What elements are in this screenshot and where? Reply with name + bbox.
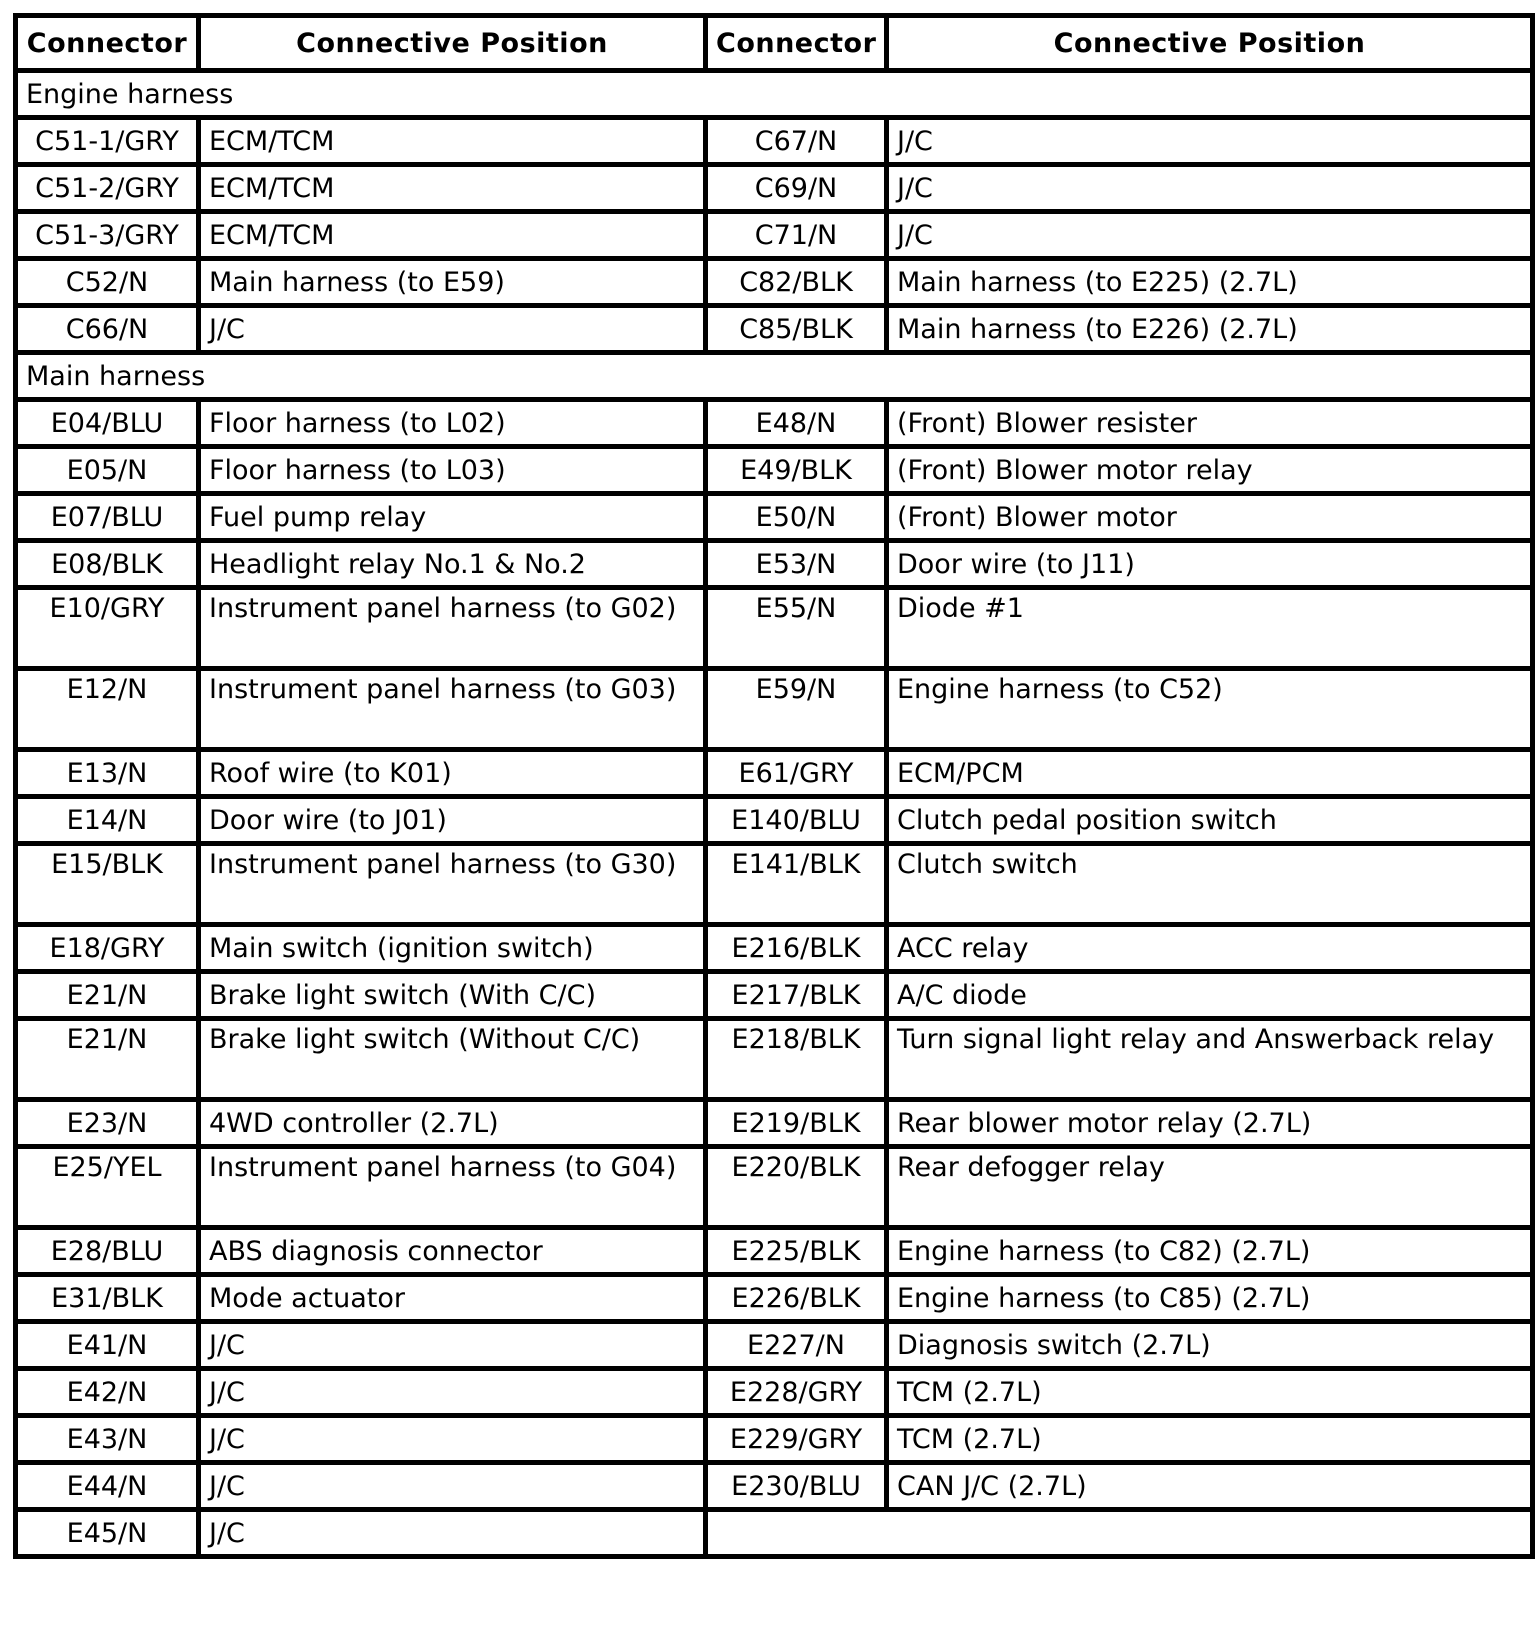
connective-position-cell: Roof wire (to K01) xyxy=(199,750,706,797)
connector-cell: E14/N xyxy=(16,797,199,844)
connective-position-cell: (Front) Blower motor xyxy=(887,494,1533,541)
connective-position-cell: Instrument panel harness (to G04) xyxy=(199,1147,706,1228)
connector-cell: C71/N xyxy=(706,212,887,259)
connector-cell: E220/BLK xyxy=(706,1147,887,1228)
connector-cell: E55/N xyxy=(706,588,887,669)
connector-cell: E21/N xyxy=(16,1019,199,1100)
connector-cell: E140/BLU xyxy=(706,797,887,844)
connective-position-cell: Floor harness (to L03) xyxy=(199,447,706,494)
connector-cell: E18/GRY xyxy=(16,925,199,972)
connector-cell: E226/BLK xyxy=(706,1275,887,1322)
connective-position-cell: Brake light switch (With C/C) xyxy=(199,972,706,1019)
connector-cell: E31/BLK xyxy=(16,1275,199,1322)
connector-cell: C51-2/GRY xyxy=(16,165,199,212)
connector-cell: E48/N xyxy=(706,400,887,447)
connective-position-cell: Rear blower motor relay (2.7L) xyxy=(887,1100,1533,1147)
connector-cell: C52/N xyxy=(16,259,199,306)
table-row xyxy=(16,1275,1533,1322)
table-row xyxy=(16,972,1533,1019)
connective-position-cell: Instrument panel harness (to G03) xyxy=(199,669,706,750)
table-row xyxy=(16,797,1533,844)
header-connective-position: Connective Position xyxy=(887,16,1533,71)
connective-position-cell: J/C xyxy=(199,1322,706,1369)
table-row xyxy=(16,1228,1533,1275)
connective-position-cell: J/C xyxy=(199,306,706,353)
connector-cell: E44/N xyxy=(16,1463,199,1510)
connector-cell: E07/BLU xyxy=(16,494,199,541)
connective-position-cell: Instrument panel harness (to G30) xyxy=(199,844,706,925)
connective-position-cell: Main harness (to E226) (2.7L) xyxy=(887,306,1533,353)
connector-cell: E230/BLU xyxy=(706,1463,887,1510)
table-row xyxy=(16,212,1533,259)
connective-position-cell: Engine harness (to C52) xyxy=(887,669,1533,750)
table-row xyxy=(16,1510,1533,1557)
connector-cell: E28/BLU xyxy=(16,1228,199,1275)
connector-cell: E21/N xyxy=(16,972,199,1019)
connector-cell: E59/N xyxy=(706,669,887,750)
section-title: Main harness xyxy=(16,353,1533,400)
table-row xyxy=(16,1100,1533,1147)
connector-cell: E50/N xyxy=(706,494,887,541)
connective-position-cell: Main harness (to E225) (2.7L) xyxy=(887,259,1533,306)
connector-cell: E216/BLK xyxy=(706,925,887,972)
section-header-row xyxy=(16,71,1533,118)
connective-position-cell: Diode #1 xyxy=(887,588,1533,669)
table-row xyxy=(16,541,1533,588)
connective-position-cell: ACC relay xyxy=(887,925,1533,972)
connective-position-cell: Main switch (ignition switch) xyxy=(199,925,706,972)
header-row xyxy=(16,16,1533,71)
header-connector: Connector xyxy=(16,16,199,71)
table-row xyxy=(16,844,1533,925)
connective-position-cell: (Front) Blower motor relay xyxy=(887,447,1533,494)
header-connector: Connector xyxy=(706,16,887,71)
table-row xyxy=(16,259,1533,306)
connective-position-cell: Door wire (to J11) xyxy=(887,541,1533,588)
connective-position-cell: A/C diode xyxy=(887,972,1533,1019)
table-row xyxy=(16,1322,1533,1369)
connective-position-cell: ECM/TCM xyxy=(199,165,706,212)
connective-position-cell: (Front) Blower resister xyxy=(887,400,1533,447)
connective-position-cell: TCM (2.7L) xyxy=(887,1416,1533,1463)
connective-position-cell: Clutch switch xyxy=(887,844,1533,925)
connector-cell: E141/BLK xyxy=(706,844,887,925)
connector-cell: E61/GRY xyxy=(706,750,887,797)
connective-position-cell: Fuel pump relay xyxy=(199,494,706,541)
table-row xyxy=(16,400,1533,447)
connective-position-cell: J/C xyxy=(199,1463,706,1510)
connector-cell: C66/N xyxy=(16,306,199,353)
connector-cell: C82/BLK xyxy=(706,259,887,306)
connector-cell: C51-1/GRY xyxy=(16,118,199,165)
connective-position-cell: ECM/TCM xyxy=(199,212,706,259)
connector-cell: E43/N xyxy=(16,1416,199,1463)
connective-position-cell: Instrument panel harness (to G02) xyxy=(199,588,706,669)
table-row xyxy=(16,1147,1533,1228)
header-connective-position: Connective Position xyxy=(199,16,706,71)
table-row xyxy=(16,750,1533,797)
table-row xyxy=(16,306,1533,353)
connector-cell: C51-3/GRY xyxy=(16,212,199,259)
connective-position-cell: J/C xyxy=(887,165,1533,212)
connective-position-cell: Floor harness (to L02) xyxy=(199,400,706,447)
connective-position-cell: J/C xyxy=(199,1416,706,1463)
connector-cell: C69/N xyxy=(706,165,887,212)
connective-position-cell: Brake light switch (Without C/C) xyxy=(199,1019,706,1100)
connector-cell: C85/BLK xyxy=(706,306,887,353)
connector-cell: E04/BLU xyxy=(16,400,199,447)
connective-position-cell: Engine harness (to C85) (2.7L) xyxy=(887,1275,1533,1322)
connective-position-cell: Headlight relay No.1 & No.2 xyxy=(199,541,706,588)
table-row xyxy=(16,447,1533,494)
connective-position-cell: Engine harness (to C82) (2.7L) xyxy=(887,1228,1533,1275)
connective-position-cell: CAN J/C (2.7L) xyxy=(887,1463,1533,1510)
connective-position-cell: J/C xyxy=(199,1369,706,1416)
table-row xyxy=(16,1416,1533,1463)
connective-position-cell: Diagnosis switch (2.7L) xyxy=(887,1322,1533,1369)
connector-cell: E42/N xyxy=(16,1369,199,1416)
connector-cell: E25/YEL xyxy=(16,1147,199,1228)
connector-cell: E49/BLK xyxy=(706,447,887,494)
connective-position-cell: Mode actuator xyxy=(199,1275,706,1322)
connector-cell: C67/N xyxy=(706,118,887,165)
connective-position-cell: J/C xyxy=(887,212,1533,259)
section-title: Engine harness xyxy=(16,71,1533,118)
connective-position-cell: TCM (2.7L) xyxy=(887,1369,1533,1416)
table-row xyxy=(16,588,1533,669)
connective-position-cell: ABS diagnosis connector xyxy=(199,1228,706,1275)
connector-cell: E15/BLK xyxy=(16,844,199,925)
table-row xyxy=(16,118,1533,165)
connector-cell: E05/N xyxy=(16,447,199,494)
table-row xyxy=(16,1019,1533,1100)
connector-cell: E229/GRY xyxy=(706,1416,887,1463)
table-row xyxy=(16,1463,1533,1510)
connector-cell: E08/BLK xyxy=(16,541,199,588)
connector-table xyxy=(13,13,1535,1559)
table-row xyxy=(16,925,1533,972)
table-row xyxy=(16,669,1533,750)
connector-cell: E13/N xyxy=(16,750,199,797)
connector-cell: E225/BLK xyxy=(706,1228,887,1275)
connective-position-cell: J/C xyxy=(199,1510,706,1557)
connector-cell: E12/N xyxy=(16,669,199,750)
connective-position-cell: 4WD controller (2.7L) xyxy=(199,1100,706,1147)
connective-position-cell: J/C xyxy=(887,118,1533,165)
connector-cell: E41/N xyxy=(16,1322,199,1369)
table-row xyxy=(16,494,1533,541)
connector-cell: E10/GRY xyxy=(16,588,199,669)
section-header-row xyxy=(16,353,1533,400)
connector-cell: E217/BLK xyxy=(706,972,887,1019)
empty-cell xyxy=(706,1510,1533,1557)
table-body xyxy=(16,71,1533,1557)
connector-cell: E228/GRY xyxy=(706,1369,887,1416)
connective-position-cell: ECM/PCM xyxy=(887,750,1533,797)
connective-position-cell: ECM/TCM xyxy=(199,118,706,165)
connective-position-cell: Turn signal light relay and Answerback relay xyxy=(887,1019,1533,1100)
connector-cell: E23/N xyxy=(16,1100,199,1147)
connector-cell: E53/N xyxy=(706,541,887,588)
connective-position-cell: Clutch pedal position switch xyxy=(887,797,1533,844)
connector-cell: E218/BLK xyxy=(706,1019,887,1100)
connector-cell: E219/BLK xyxy=(706,1100,887,1147)
connective-position-cell: Main harness (to E59) xyxy=(199,259,706,306)
table-row xyxy=(16,165,1533,212)
connective-position-cell: Door wire (to J01) xyxy=(199,797,706,844)
connective-position-cell: Rear defogger relay xyxy=(887,1147,1533,1228)
table-row xyxy=(16,1369,1533,1416)
connector-cell: E227/N xyxy=(706,1322,887,1369)
connector-cell: E45/N xyxy=(16,1510,199,1557)
